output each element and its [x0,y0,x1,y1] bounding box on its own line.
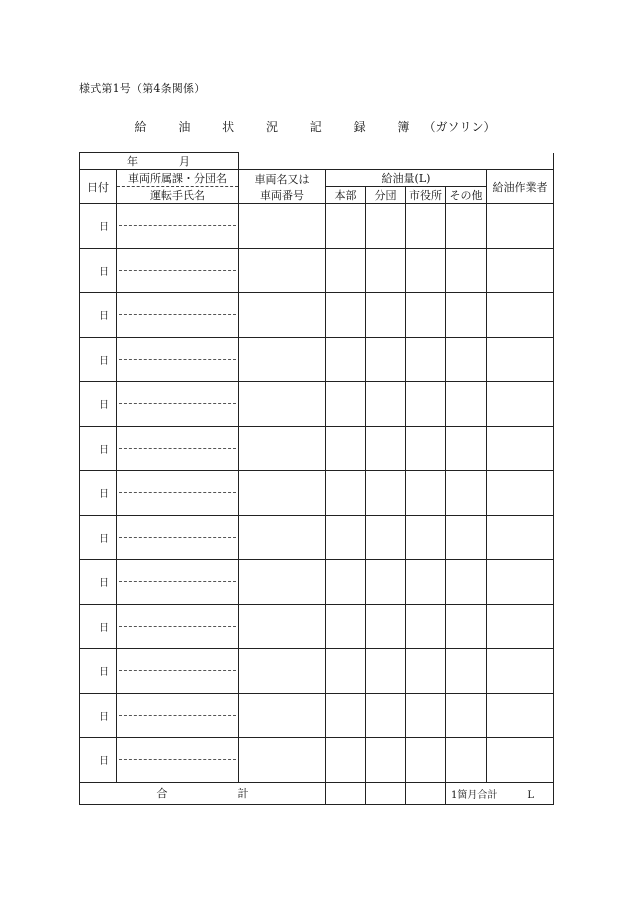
fuel-col-other: その他 [446,187,487,204]
divider-dashed [119,670,236,671]
year-label: 年 [127,155,139,168]
record-row [80,382,554,427]
department-driver-cell[interactable] [117,204,239,249]
total-bundan[interactable] [366,782,406,804]
total-label [80,782,326,804]
department-driver-cell[interactable] [117,382,239,427]
date-header: 日付 [80,170,117,204]
divider-dashed [119,626,236,627]
vehicle-header-line2: 車両番号 [260,188,304,202]
record-row [80,337,554,382]
fuel-bundan-cell[interactable] [366,204,406,249]
vehicle-cell[interactable] [239,738,326,783]
fuel-bundan-cell[interactable] [366,293,406,338]
fuel-bundan-cell[interactable] [366,337,406,382]
divider-dashed [119,314,236,315]
operator-cell[interactable] [487,248,554,293]
department-driver-cell[interactable] [117,515,239,560]
divider-dashed [119,403,236,404]
fuel-record-table [79,152,554,805]
fuel-record-sheet [79,152,553,802]
fuel-bundan-cell[interactable] [366,471,406,516]
vehicle-cell[interactable] [239,204,326,249]
form-number: 様式第1号（第4条関係） [79,82,206,95]
record-row [80,515,554,560]
total-label-left: 合 [156,787,168,800]
fuel-amount-header: 給油量(L) [326,170,487,187]
operator-cell[interactable] [487,649,554,694]
day-suffix: 日 [99,400,109,412]
fuel-other-cell[interactable] [446,604,487,649]
fuel-other-cell[interactable] [446,337,487,382]
day-suffix: 日 [99,222,109,234]
fuel-col-shiyakusho: 市役所 [406,187,446,204]
vehicle-cell[interactable] [239,337,326,382]
fuel-bundan-cell[interactable] [366,738,406,783]
form-title-suffix: （ガソリン） [423,120,496,134]
day-suffix: 日 [99,711,109,723]
operator-cell[interactable] [487,738,554,783]
day-cell[interactable] [80,471,117,516]
department-driver-cell[interactable] [117,560,239,605]
fuel-bundan-cell[interactable] [366,426,406,471]
fuel-other-cell[interactable] [446,204,487,249]
fuel-bundan-cell[interactable] [366,515,406,560]
fuel-honbu-cell[interactable] [326,382,366,427]
day-cell[interactable] [80,293,117,338]
divider-dashed [119,759,236,760]
fuel-honbu-cell[interactable] [326,604,366,649]
fuel-other-cell[interactable] [446,693,487,738]
fuel-shiyakusho-cell[interactable] [406,649,446,694]
fuel-bundan-cell[interactable] [366,248,406,293]
divider-dashed [119,270,236,271]
month-label: 月 [179,155,191,168]
fuel-other-cell[interactable] [446,560,487,605]
fuel-shiyakusho-cell[interactable] [406,382,446,427]
department-driver-cell[interactable] [117,337,239,382]
department-driver-cell[interactable] [117,693,239,738]
divider-dashed [119,492,236,493]
fuel-honbu-cell[interactable] [326,649,366,694]
vehicle-cell[interactable] [239,693,326,738]
record-row [80,560,554,605]
department-driver-cell[interactable] [117,293,239,338]
fuel-shiyakusho-cell[interactable] [406,560,446,605]
department-driver-cell[interactable] [117,248,239,293]
operator-header: 給油作業者 [487,170,554,204]
operator-cell[interactable] [487,382,554,427]
fuel-col-bundan: 分団 [366,187,406,204]
form-title [0,118,630,135]
day-cell[interactable] [80,337,117,382]
record-row [80,738,554,783]
day-cell[interactable] [80,560,117,605]
vehicle-cell[interactable] [239,426,326,471]
department-driver-cell[interactable] [117,604,239,649]
operator-cell[interactable] [487,604,554,649]
vehicle-header-line1: 車両名又は [254,172,310,186]
fuel-honbu-cell[interactable] [326,204,366,249]
record-row [80,604,554,649]
fuel-bundan-cell[interactable] [366,560,406,605]
vehicle-cell[interactable] [239,649,326,694]
operator-cell[interactable] [487,426,554,471]
department-driver-cell[interactable] [117,738,239,783]
fuel-shiyakusho-cell[interactable] [406,738,446,783]
operator-cell[interactable] [487,471,554,516]
department-driver-cell[interactable] [117,426,239,471]
fuel-bundan-cell[interactable] [366,649,406,694]
vehicle-cell[interactable] [239,604,326,649]
fuel-other-cell[interactable] [446,382,487,427]
fuel-honbu-cell[interactable] [326,738,366,783]
total-shiyakusho[interactable] [406,782,446,804]
day-suffix: 日 [99,489,109,501]
fuel-col-honbu: 本部 [326,187,366,204]
fuel-shiyakusho-cell[interactable] [406,471,446,516]
vehicle-cell[interactable] [239,382,326,427]
operator-cell[interactable] [487,204,554,249]
department-driver-cell[interactable] [117,649,239,694]
total-honbu[interactable] [326,782,366,804]
day-suffix: 日 [99,355,109,367]
driver-header: 運転手氏名 [117,187,239,204]
operator-cell[interactable] [487,560,554,605]
fuel-other-cell[interactable] [446,515,487,560]
vehicle-cell[interactable] [239,515,326,560]
fuel-honbu-cell[interactable] [326,337,366,382]
fuel-shiyakusho-cell[interactable] [406,693,446,738]
fuel-honbu-cell[interactable] [326,693,366,738]
fuel-shiyakusho-cell[interactable] [406,204,446,249]
fuel-other-cell[interactable] [446,649,487,694]
operator-cell[interactable] [487,337,554,382]
operator-cell[interactable] [487,293,554,338]
divider-dashed [119,715,236,716]
record-row [80,649,554,694]
fuel-shiyakusho-cell[interactable] [406,293,446,338]
fuel-shiyakusho-cell[interactable] [406,515,446,560]
record-row [80,471,554,516]
day-cell[interactable] [80,515,117,560]
fuel-honbu-cell[interactable] [326,515,366,560]
department-driver-cell[interactable] [117,471,239,516]
divider-dashed [119,448,236,449]
day-cell[interactable] [80,738,117,783]
fuel-bundan-cell[interactable] [366,604,406,649]
day-suffix: 日 [99,667,109,679]
monthly-total[interactable] [446,782,554,804]
day-suffix: 日 [99,266,109,278]
fuel-shiyakusho-cell[interactable] [406,337,446,382]
record-row [80,293,554,338]
vehicle-cell[interactable] [239,560,326,605]
day-suffix: 日 [99,756,109,768]
fuel-honbu-cell[interactable] [326,248,366,293]
fuel-other-cell[interactable] [446,293,487,338]
fuel-shiyakusho-cell[interactable] [406,248,446,293]
fuel-shiyakusho-cell[interactable] [406,604,446,649]
day-cell[interactable] [80,382,117,427]
day-suffix: 日 [99,444,109,456]
divider-dashed [119,581,236,582]
fuel-other-cell[interactable] [446,471,487,516]
fuel-other-cell[interactable] [446,426,487,471]
department-header: 車両所属課・分団名 [117,170,239,187]
day-cell[interactable] [80,693,117,738]
total-label-right: 計 [237,787,249,800]
day-suffix: 日 [99,622,109,634]
vehicle-header [239,170,326,204]
vehicle-cell[interactable] [239,248,326,293]
day-cell[interactable] [80,604,117,649]
fuel-bundan-cell[interactable] [366,382,406,427]
monthly-total-unit: L [527,789,535,801]
day-cell[interactable] [80,204,117,249]
year-month-cell[interactable] [80,153,239,170]
fuel-honbu-cell[interactable] [326,293,366,338]
fuel-honbu-cell[interactable] [326,426,366,471]
fuel-honbu-cell[interactable] [326,471,366,516]
record-row [80,248,554,293]
fuel-other-cell[interactable] [446,738,487,783]
record-row [80,204,554,249]
day-cell[interactable] [80,649,117,694]
day-suffix: 日 [99,533,109,545]
divider-dashed [119,537,236,538]
day-cell[interactable] [80,426,117,471]
fuel-shiyakusho-cell[interactable] [406,426,446,471]
day-suffix: 日 [99,311,109,323]
operator-cell[interactable] [487,693,554,738]
day-suffix: 日 [99,578,109,590]
divider-dashed [119,225,236,226]
divider-dashed [119,359,236,360]
day-cell[interactable] [80,248,117,293]
fuel-other-cell[interactable] [446,248,487,293]
vehicle-cell[interactable] [239,293,326,338]
form-title-main: 給 油 状 況 記 録 簿 [134,120,424,134]
fuel-bundan-cell[interactable] [366,693,406,738]
monthly-total-label: 1箇月合計 [451,789,498,801]
vehicle-cell[interactable] [239,471,326,516]
record-row [80,693,554,738]
fuel-honbu-cell[interactable] [326,560,366,605]
record-row [80,426,554,471]
operator-cell[interactable] [487,515,554,560]
